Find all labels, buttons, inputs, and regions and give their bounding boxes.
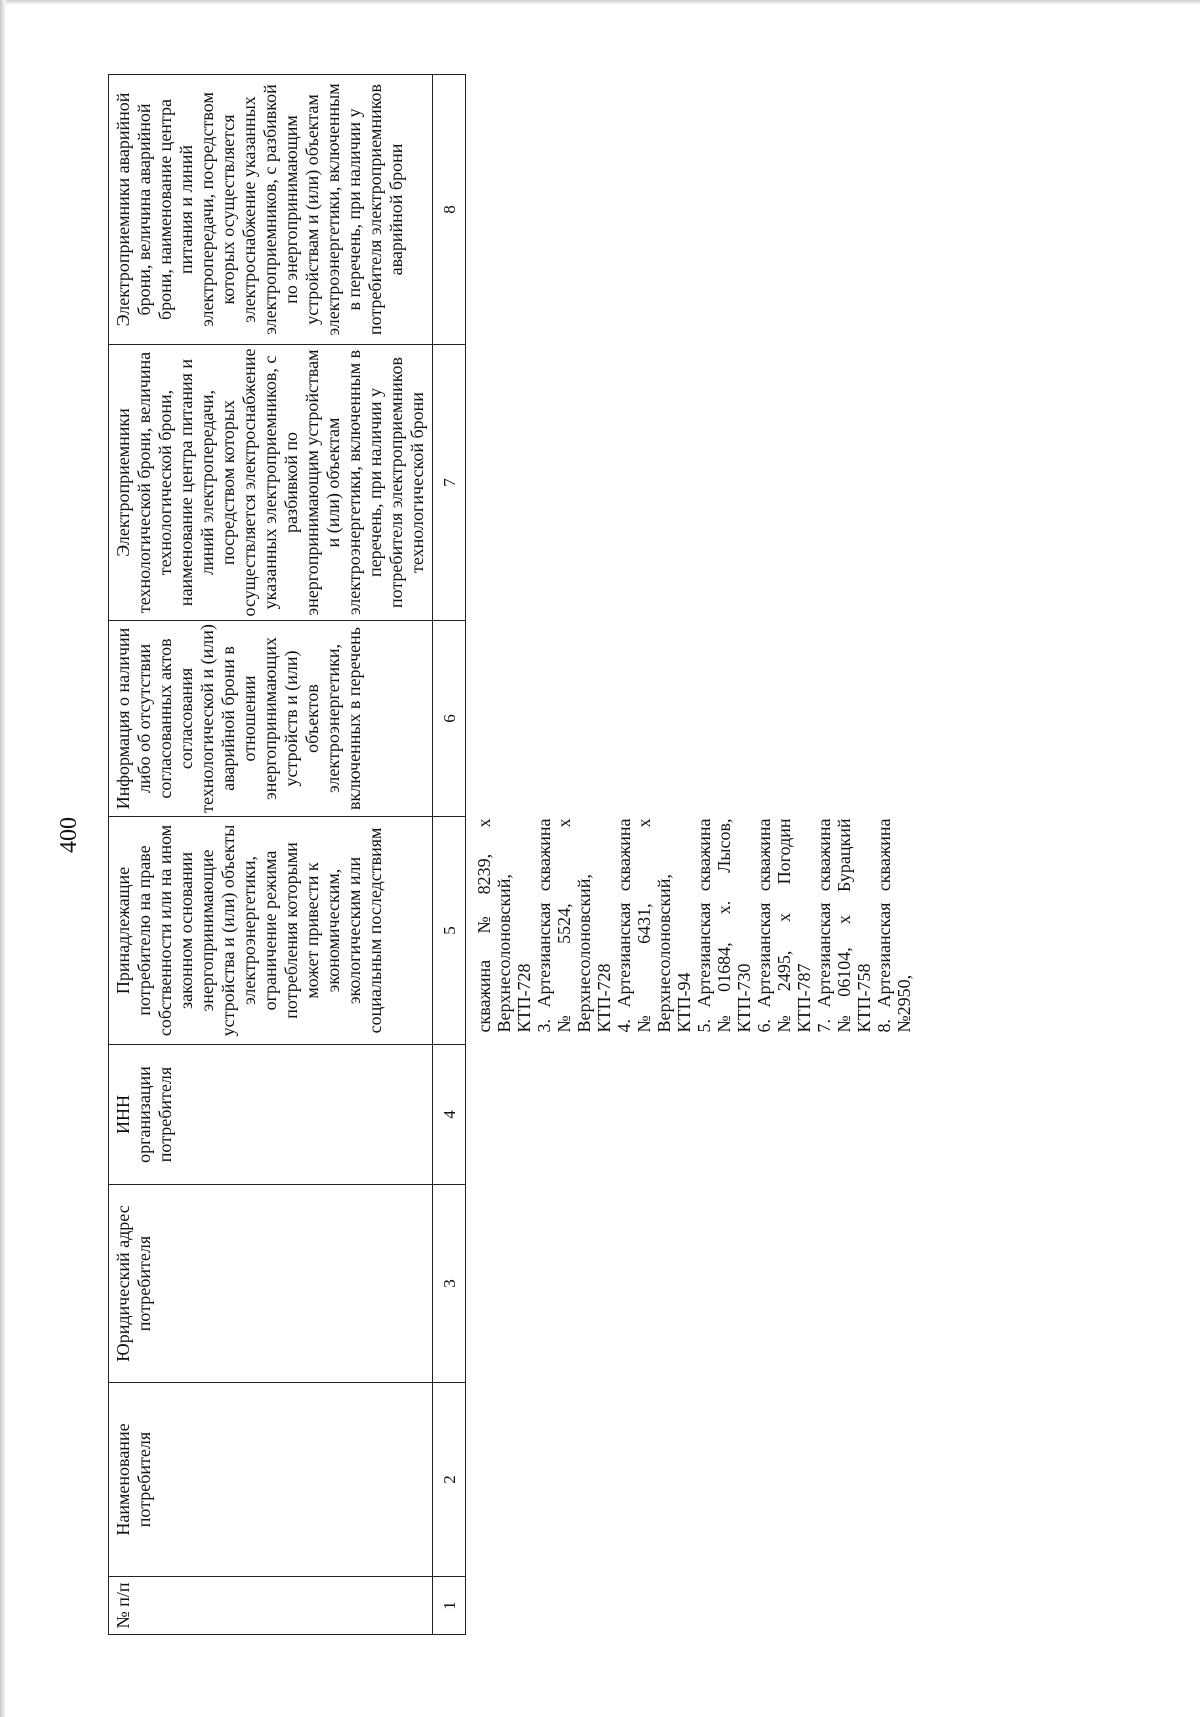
table-cell — [466, 1045, 915, 1185]
column-number: 8 — [433, 75, 466, 345]
header-cell: Принадлежащие потребителю на праве собственности или на ином законном основании энергопринимающие устройства и (или) объекты электроэнергетики, ограничение режима потребления которыми может привести к экономическим, экологическим или социальным последствиям — [109, 817, 433, 1045]
header-cell: Электроприемники аварийной брони, величина аварийной брони, наименование центра питания и линий электропередачи, посредством которых осуществляется электроснабжение указанных электроприемников, с разбивкой по энергопринимающим устройствам и (или) объектам электроэнергетики, включенным в перечень, при наличии у потребителя электроприемников аварийной брони — [109, 75, 433, 345]
list-item: 3. Артезианская скважина №5524, х Верхнесолоновский, КТП-728 — [534, 818, 614, 1033]
header-cell: № п/п — [109, 1577, 433, 1635]
column-number: 4 — [433, 1045, 466, 1185]
header-cell: Электроприемники технологической брони, величина технологической брони, наименование центра питания и линий электропередачи, посредством которых осуществляется электроснабжение указанных электроприемников, с разбивкой по энергопринимающим устройствам и (или) объектам электроэнергетики, включенным в перечень, при наличии у потребителя электроприемников технологической брони — [109, 345, 433, 621]
table-cell — [466, 1577, 915, 1635]
list-item: 6. Артезианская скважина №2495, х Погодин КТП-787 — [754, 818, 814, 1033]
header-cell: Информация о наличии либо об отсутствии согласованных актов согласования технологической и (или) аварийной брони в отношении энергопринимающих устройств и (или) объектов электроэнергетики, включенных в перечень — [109, 621, 433, 817]
column-number-row — [433, 75, 466, 1635]
rotated-page — [0, 45, 1200, 1655]
column-number: 3 — [433, 1185, 466, 1383]
list-item: 8. Артезианская скважина №2950, — [874, 818, 914, 1033]
column-number: 2 — [433, 1383, 466, 1577]
header-cell: Наименование потребителя — [109, 1383, 433, 1577]
list-item: скважина №8239, х Верхнесолоновский, КТП-728 — [474, 818, 534, 1033]
column-number: 5 — [433, 817, 466, 1045]
table-cell — [466, 1383, 915, 1577]
column-number: 1 — [433, 1577, 466, 1635]
table-row — [466, 75, 915, 1635]
table-cell — [466, 345, 915, 621]
scan-edge — [0, 0, 1200, 5]
column-number: 7 — [433, 345, 466, 621]
consumer-table — [108, 74, 914, 1635]
table-cell — [466, 1185, 915, 1383]
page-number: 400 — [56, 817, 82, 853]
header-cell: Юридический адрес потребителя — [109, 1185, 433, 1383]
equipment-list-cell — [466, 817, 915, 1045]
column-number: 6 — [433, 621, 466, 817]
list-item: 4. Артезианская скважина №6431, х Верхнесолоновский, КТП-94 — [614, 818, 694, 1033]
table-cell — [466, 75, 915, 345]
list-item: 7. Артезианская скважина №06104, х Бурацкий КТП-758 — [814, 818, 874, 1033]
header-cell: ИНН организации потребителя — [109, 1045, 433, 1185]
header-row — [109, 75, 433, 1635]
list-item: 5. Артезианская скважина №01684, х. Лысов, КТП-730 — [694, 818, 754, 1033]
table-cell — [466, 621, 915, 817]
